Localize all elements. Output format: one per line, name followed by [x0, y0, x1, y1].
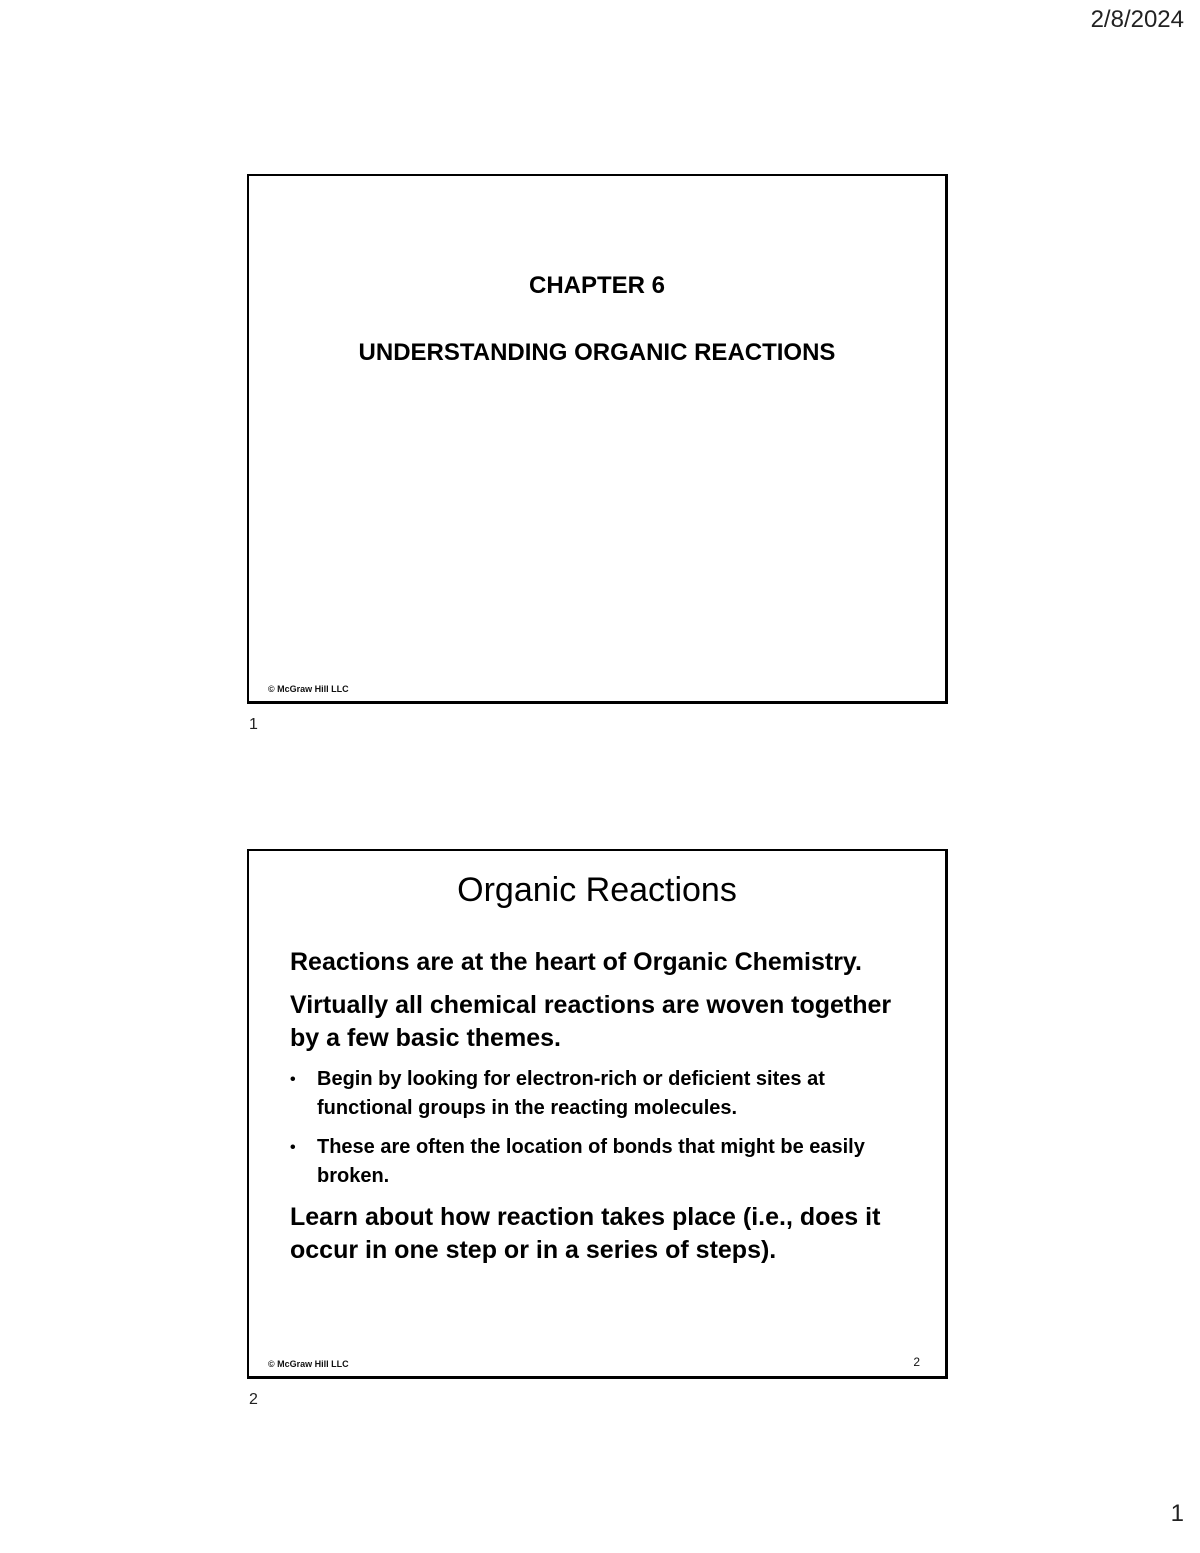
chapter-title: UNDERSTANDING ORGANIC REACTIONS — [358, 339, 836, 366]
bullet-icon: • — [290, 1139, 296, 1156]
slide-1 — [247, 174, 948, 704]
copyright-notice: © McGraw Hill LLC — [268, 684, 349, 694]
bullet-item — [290, 1065, 905, 1123]
chapter-label: CHAPTER 6 — [528, 272, 666, 299]
bullet-text: Begin by looking for electron-rich or deficient sites at functional groups in the reacting molecules. — [317, 1068, 825, 1119]
copyright-notice: © McGraw Hill LLC — [268, 1359, 349, 1369]
slide-index-2: 2 — [249, 1391, 258, 1408]
page-date: 2/8/2024 — [1090, 6, 1184, 33]
paragraph: Virtually all chemical reactions are woven together by a few basic themes. — [290, 991, 892, 1052]
slide-index-1: 1 — [249, 716, 258, 733]
slide-body — [290, 946, 905, 1277]
slide-heading: Organic Reactions — [457, 871, 737, 909]
slide-2 — [247, 849, 948, 1379]
bullet-text: These are often the location of bonds that might be easily broken. — [317, 1136, 865, 1187]
bullet-item — [290, 1133, 905, 1191]
paragraph: Learn about how reaction takes place (i.e., does it occur in one step or in a series of steps). — [290, 1203, 881, 1264]
bullet-icon: • — [290, 1071, 296, 1088]
slide-number: 2 — [913, 1355, 920, 1369]
page-number: 1 — [1170, 1500, 1184, 1527]
paragraph: Reactions are at the heart of Organic Chemistry. — [290, 948, 862, 976]
